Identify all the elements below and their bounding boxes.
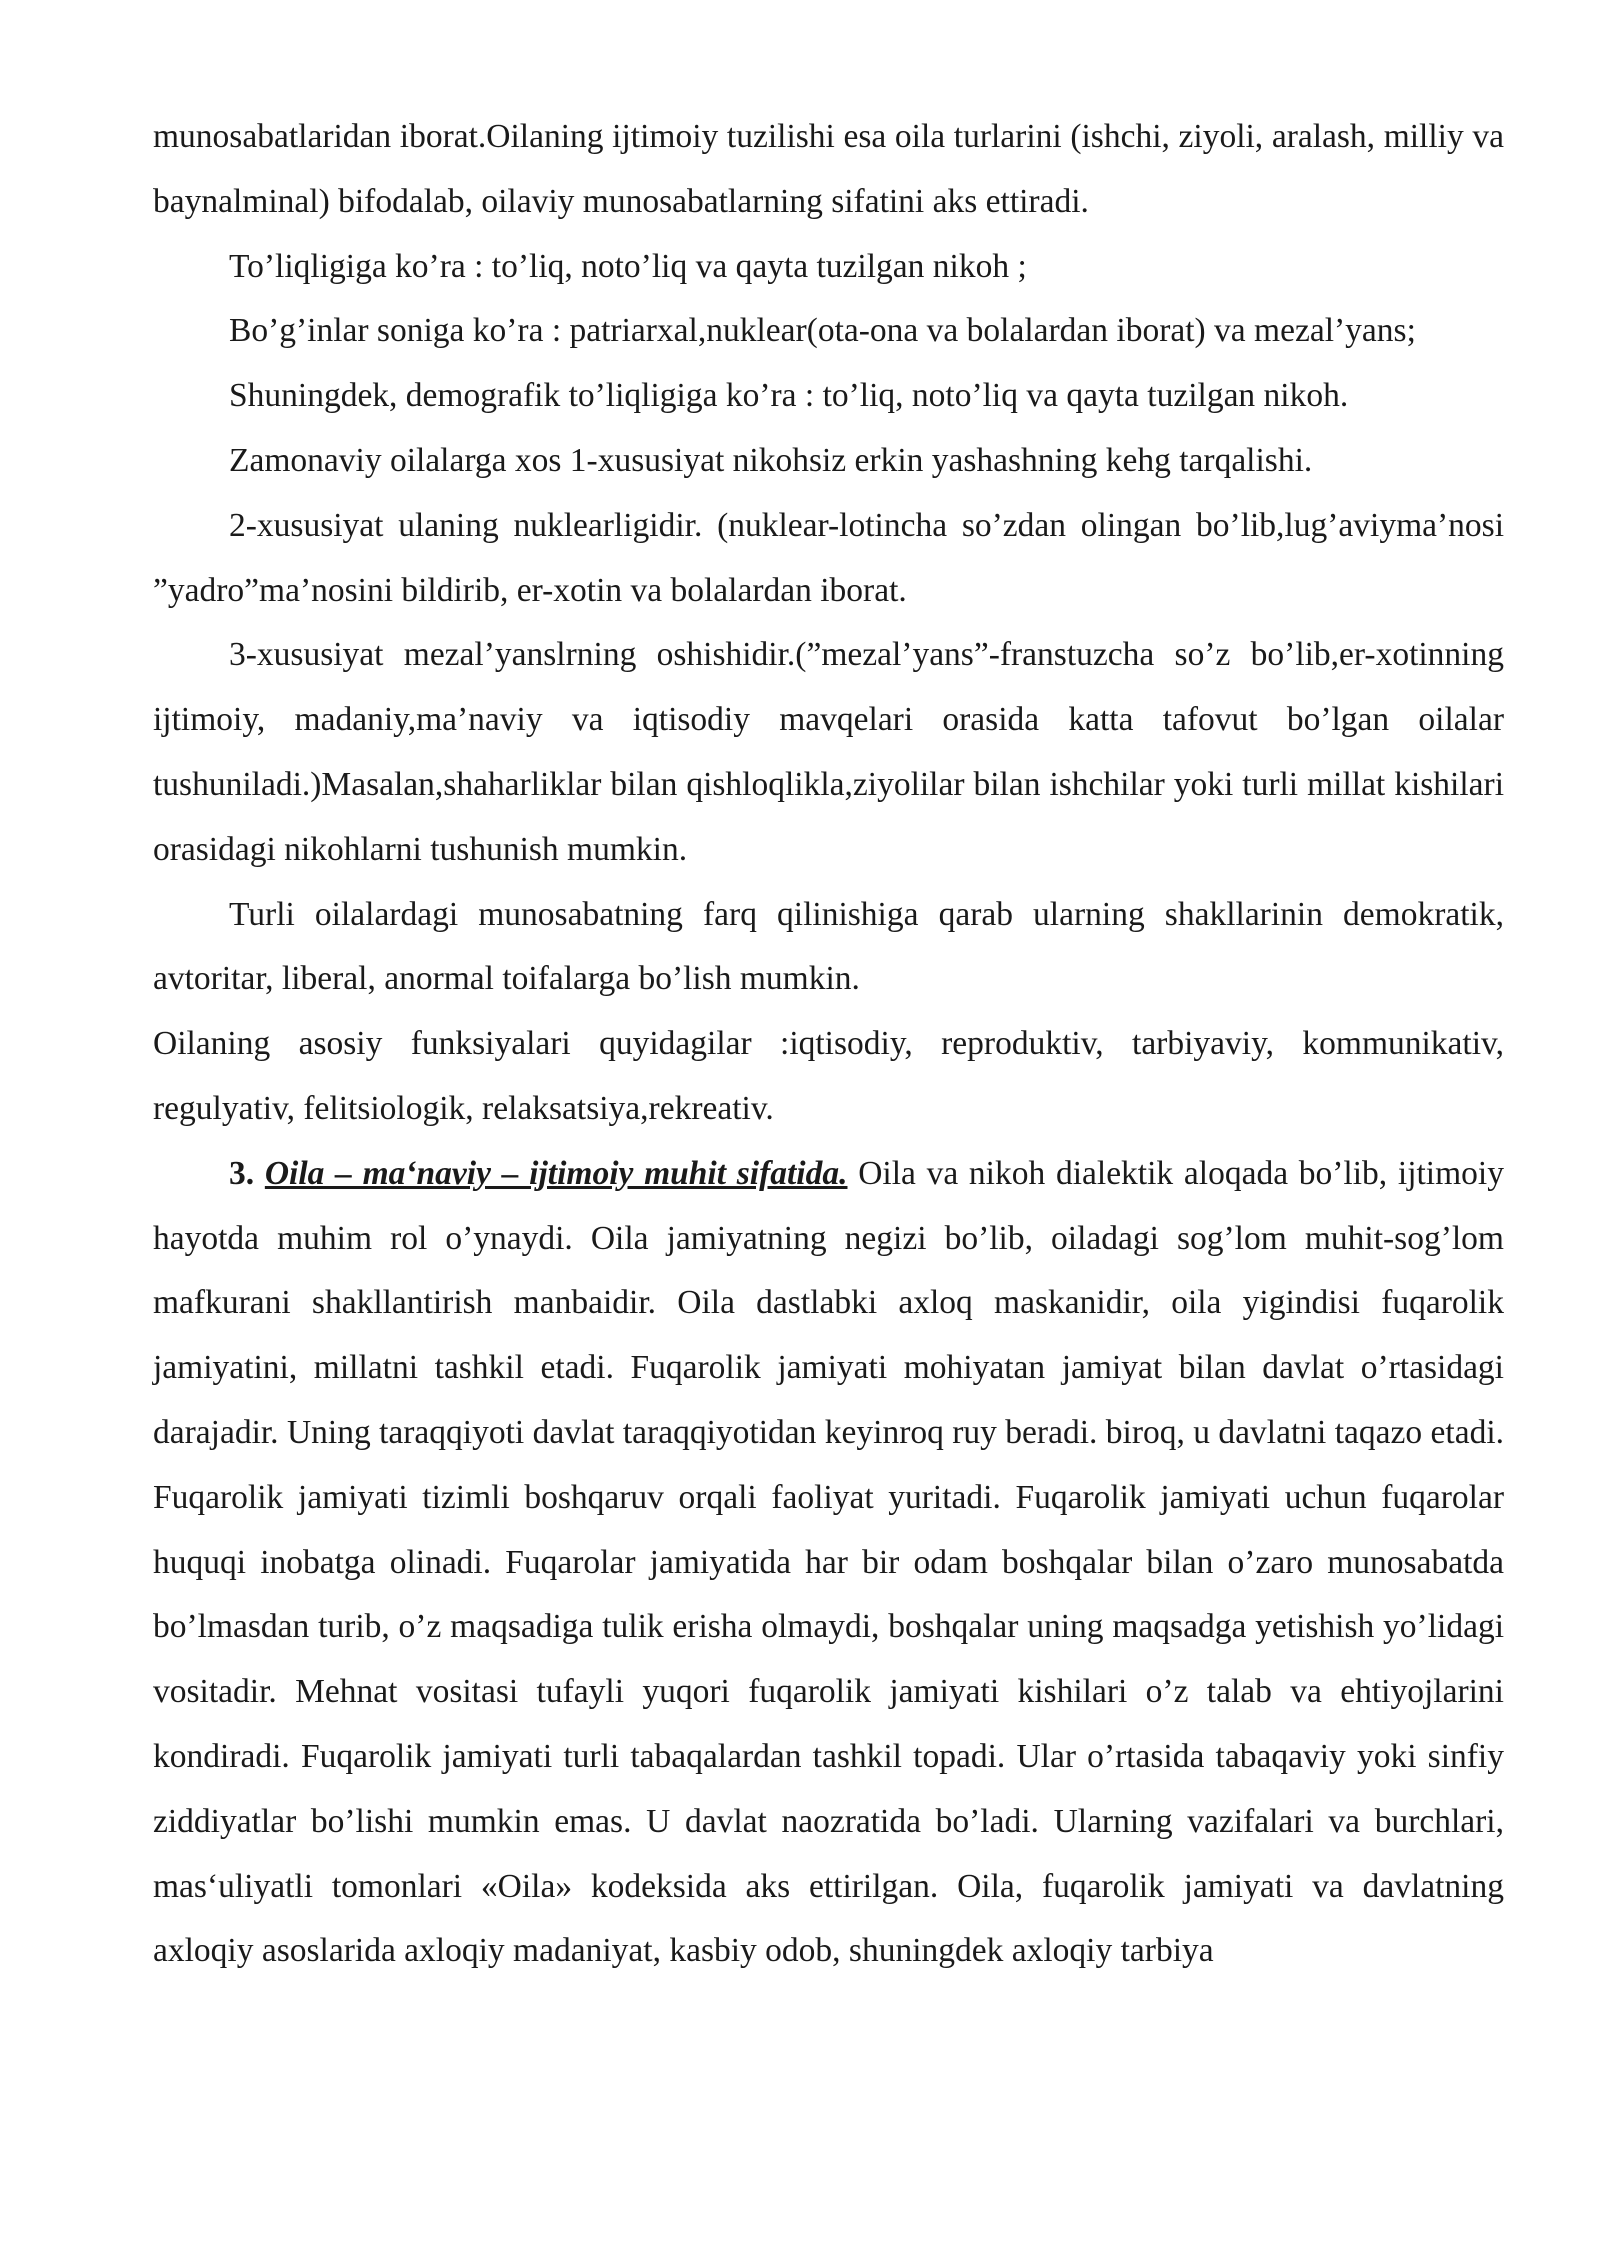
paragraph-relationship-forms: Turli oilalardagi munosabatning farq qilinishiga qarab ularning shakllarinin demokratik, avtoritar, liberal, anormal toifalarga bo’lish mumkin. xyxy=(153,895,1504,998)
document-page xyxy=(153,105,1504,1984)
paragraph-demographic-completeness: Shuningdek, demografik to’liqligiga ko’ra : to’liq, noto’liq va qayta tuzilgan nikoh. xyxy=(229,377,1349,415)
paragraph-completeness-types: To’liqligiga ko’ra : to’liq, noto’liq va qayta tuzilgan nikoh ; xyxy=(229,247,1027,285)
paragraph-continuation: munosabatlaridan iborat.Oilaning ijtimoiy tuzilishi esa oila turlarini (ishchi, ziyoli, aralash, milliy va baynalminal) bifodalab, oilaviy munosabatlarning sifatini aks ettiradi. xyxy=(153,118,1504,220)
section-number: 3. xyxy=(229,1154,255,1192)
section-title: Oila – ma‘naviy – ijtimoiy muhit sifatida. xyxy=(264,1154,848,1192)
paragraph-family-functions: Oilaning asosiy funksiyalari quyidagilar :iqtisodiy, reproduktiv, tarbiyaviy, kommunikativ, regulyativ, felitsiologik, relaksatsiya,rekreativ. xyxy=(153,1025,1504,1127)
paragraph-feature-2: 2-xususiyat ulaning nuklearligidir. (nuklear-lotincha so’zdan olingan bo’lib,lug’aviyma’nosi ”yadro”ma’nosini bildirib, er-xotin va bolalardan iborat. xyxy=(153,506,1504,609)
section-3-paragraph xyxy=(153,1142,1504,1984)
paragraph-feature-3: 3-xususiyat mezal’yanslrning oshishidir.(”mezal’yans”-franstuzcha so’z bo’lib,er-xotinning ijtimoiy, madaniy,ma’naviy va iqtisodiy mavqelari orasida katta tafovut bo’lgan oilalar tushuniladi.)Masalan,shaharliklar bilan qishloqlikla,ziyolilar bilan ishchilar yoki turli millat kishilari orasidagi nikohlarni tushunish mumkin. xyxy=(153,636,1504,868)
paragraph-generation-types: Bo’g’inlar soniga ko’ra : patriarxal,nuklear(ota-ona va bolalardan iborat) va mezal’yans; xyxy=(229,312,1416,350)
paragraph-feature-1: Zamonaviy oilalarga xos 1-xususiyat nikohsiz erkin yashashning kehg tarqalishi. xyxy=(229,441,1313,479)
section-body: Oila va nikoh dialektik aloqada bo’lib, ijtimoiy hayotda muhim rol o’ynaydi. Oila jamiyatning negizi bo’lib, oiladagi sog’lom muhit-sog’lom mafkurani shakllantirish manbaidir. Oila dastlabki axloq maskanidir, oila yigindisi fuqarolik jamiyatini, millatni tashkil etadi. Fuqarolik jamiyati mohiyatan jamiyat bilan davlat o’rtasidagi darajadir. Uning taraqqiyoti davlat taraqqiyotidan keyinroq ruy beradi. biroq, u davlatni taqazo etadi. Fuqarolik jamiyati tizimli boshqaruv orqali faoliyat yuritadi. Fuqarolik jamiyati uchun fuqarolar huquqi inobatga olinadi. Fuqarolar jamiyatida har bir odam boshqalar bilan o’zaro munosabatda bo’lmasdan turib, o’z maqsadiga tulik erisha olmaydi, boshqalar uning maqsadga yetishish yo’lidagi vositadir. Mehnat vositasi tufayli yuqori fuqarolik jamiyati kishilari o’z talab va ehtiyojlarini kondiradi. Fuqarolik jamiyati turli tabaqalardan tashkil topadi. Ular o’rtasida tabaqaviy yoki sinfiy ziddiyatlar bo’lishi mumkin emas. U davlat naozratida bo’ladi. Ularning vazifalari va burchlari, mas‘uliyatli tomonlari «Oila» kodeksida aks ettirilgan. Oila, fuqarolik jamiyati va davlatning axloqiy asoslarida axloqiy madaniyat, kasbiy odob, shuningdek axloqiy tarbiya xyxy=(153,1154,1504,1970)
